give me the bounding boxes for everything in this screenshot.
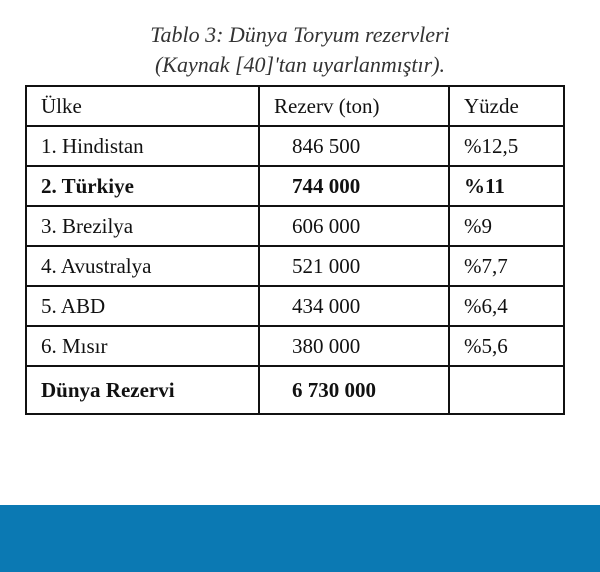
- table-row: [26, 126, 564, 166]
- cell-reserve: 846 500: [259, 126, 449, 166]
- cell-reserve: 434 000: [259, 286, 449, 326]
- table-row: [26, 286, 564, 326]
- table-row: [26, 206, 564, 246]
- cell-reserve: 521 000: [259, 246, 449, 286]
- cell-percent: %7,7: [449, 246, 564, 286]
- footer-color-band: [0, 505, 600, 572]
- total-label: Dünya Rezervi: [26, 366, 259, 414]
- header-percent: Yüzde: [449, 86, 564, 126]
- header-reserve: Rezerv (ton): [259, 86, 449, 126]
- cell-percent: %5,6: [449, 326, 564, 366]
- cell-country: 3. Brezilya: [26, 206, 259, 246]
- cell-percent: %12,5: [449, 126, 564, 166]
- total-percent: [449, 366, 564, 414]
- caption-title: Tablo 3: Dünya Toryum rezervleri: [150, 22, 450, 47]
- cell-country: 2. Türkiye: [26, 166, 259, 206]
- caption-source: (Kaynak [40]'tan uyarlanmıştır).: [154, 52, 446, 77]
- total-reserve: 6 730 000: [259, 366, 449, 414]
- cell-percent: %11: [449, 166, 564, 206]
- table-row-highlighted: [26, 166, 564, 206]
- table-caption: [0, 20, 600, 80]
- cell-country: 1. Hindistan: [26, 126, 259, 166]
- table-total-row: [26, 366, 564, 414]
- cell-reserve: 744 000: [259, 166, 449, 206]
- cell-percent: %9: [449, 206, 564, 246]
- cell-country: 4. Avustralya: [26, 246, 259, 286]
- header-country: Ülke: [26, 86, 259, 126]
- cell-country: 5. ABD: [26, 286, 259, 326]
- cell-country: 6. Mısır: [26, 326, 259, 366]
- table-header-row: [26, 86, 564, 126]
- thorium-reserves-table: [25, 85, 565, 415]
- table-row: [26, 246, 564, 286]
- cell-reserve: 606 000: [259, 206, 449, 246]
- cell-reserve: 380 000: [259, 326, 449, 366]
- cell-percent: %6,4: [449, 286, 564, 326]
- table-row: [26, 326, 564, 366]
